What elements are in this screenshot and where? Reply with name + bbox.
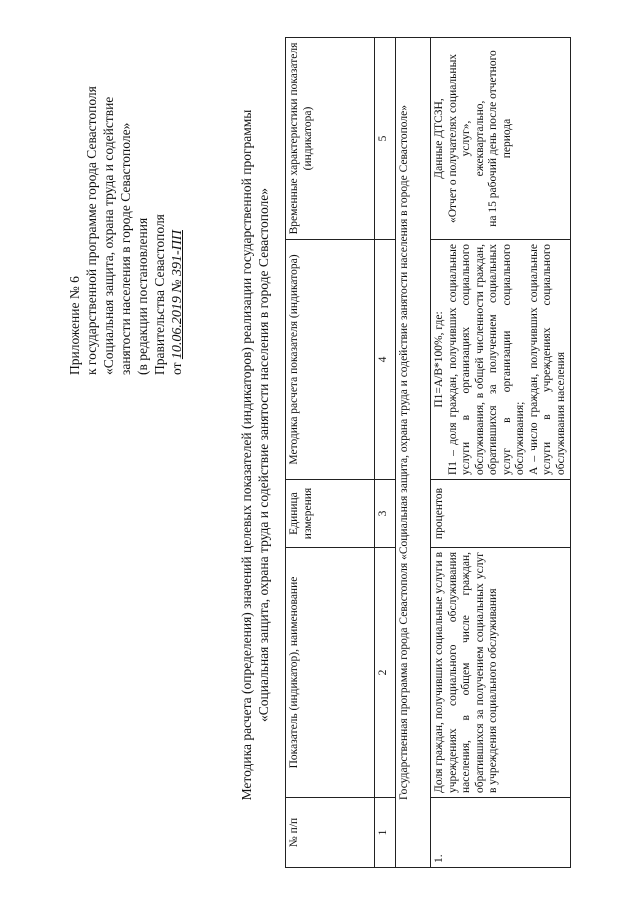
appendix-line: занятости населения в городе Севастополе» bbox=[118, 122, 133, 375]
indicator-method bbox=[431, 240, 571, 480]
indicators-table bbox=[285, 37, 571, 868]
timing-source: Данные ДТСЗН, bbox=[433, 98, 445, 179]
header-cell: Временные характеристики показателя (индикатора) bbox=[286, 38, 375, 240]
timing-deadline: на 15 рабочий день после отчетного периода bbox=[487, 50, 513, 227]
appendix-line: (в редакции постановления bbox=[135, 217, 150, 375]
document-title bbox=[238, 45, 272, 865]
header-cell: Методика расчета показателя (индикатора) bbox=[286, 240, 375, 480]
column-number: 3 bbox=[375, 480, 396, 548]
program-row bbox=[396, 38, 431, 868]
title-line: «Социальная защита, охрана труда и содействие занятости населения в городе Севастополе» bbox=[256, 188, 271, 722]
appendix-date-prefix: от bbox=[169, 362, 184, 375]
method-formula: П1=А/В*100%, где: bbox=[433, 311, 445, 408]
indicator-unit: процентов bbox=[431, 480, 571, 548]
title-line: Методика расчета (определения) значений целевых показателей (индикаторов) реализации государственной программы bbox=[239, 109, 254, 801]
approval-date: 10.06.2019 № 391-ПП bbox=[170, 230, 185, 360]
indicator-timing bbox=[431, 38, 571, 240]
header-cell: Единица измерения bbox=[286, 480, 375, 548]
column-number-row bbox=[375, 38, 396, 868]
column-number: 2 bbox=[375, 548, 396, 798]
table-row bbox=[431, 38, 571, 868]
appendix-line: Правительства Севастополя bbox=[152, 214, 167, 375]
appendix-block bbox=[66, 55, 186, 375]
method-definition: П1 – доля граждан, получивших социальные услуги в организациях социального обслуживания, в общей численности граждан, обратившихся за получением социальных услуг в организации социального обслуживания; bbox=[446, 244, 526, 475]
appendix-line: «Социальная защита, охрана труда и содействие bbox=[101, 96, 116, 375]
timing-frequency: ежеквартально, bbox=[473, 100, 486, 177]
row-number: 1. bbox=[431, 798, 571, 868]
appendix-line: к государственной программе города Севастополя bbox=[84, 86, 99, 375]
method-definition: А – число граждан, получивших социальные услуги в учреждениях социального обслуживания населения bbox=[527, 244, 567, 475]
column-number: 1 bbox=[375, 798, 396, 868]
appendix-number: Приложение № 6 bbox=[67, 276, 82, 375]
column-number: 4 bbox=[375, 240, 396, 480]
header-cell: Показатель (индикатор), наименование bbox=[286, 548, 375, 798]
indicator-name: Доля граждан, получивших социальные услуги в учреждениях социального обслуживания населения, в общем числе граждан, обратившихся за получением социальных услуг в учреждения социального обслуживания bbox=[431, 548, 571, 798]
column-number: 5 bbox=[375, 38, 396, 240]
program-name: Государственная программа города Севастополя «Социальная защита, охрана труда и содействие занятости населения в городе Севастополе» bbox=[396, 38, 431, 868]
appendix-date-line bbox=[168, 55, 186, 375]
header-cell: № п/п bbox=[286, 798, 375, 868]
timing-report: «Отчет о получателях социальных услуг», bbox=[446, 53, 472, 224]
table-header-row bbox=[286, 38, 375, 868]
